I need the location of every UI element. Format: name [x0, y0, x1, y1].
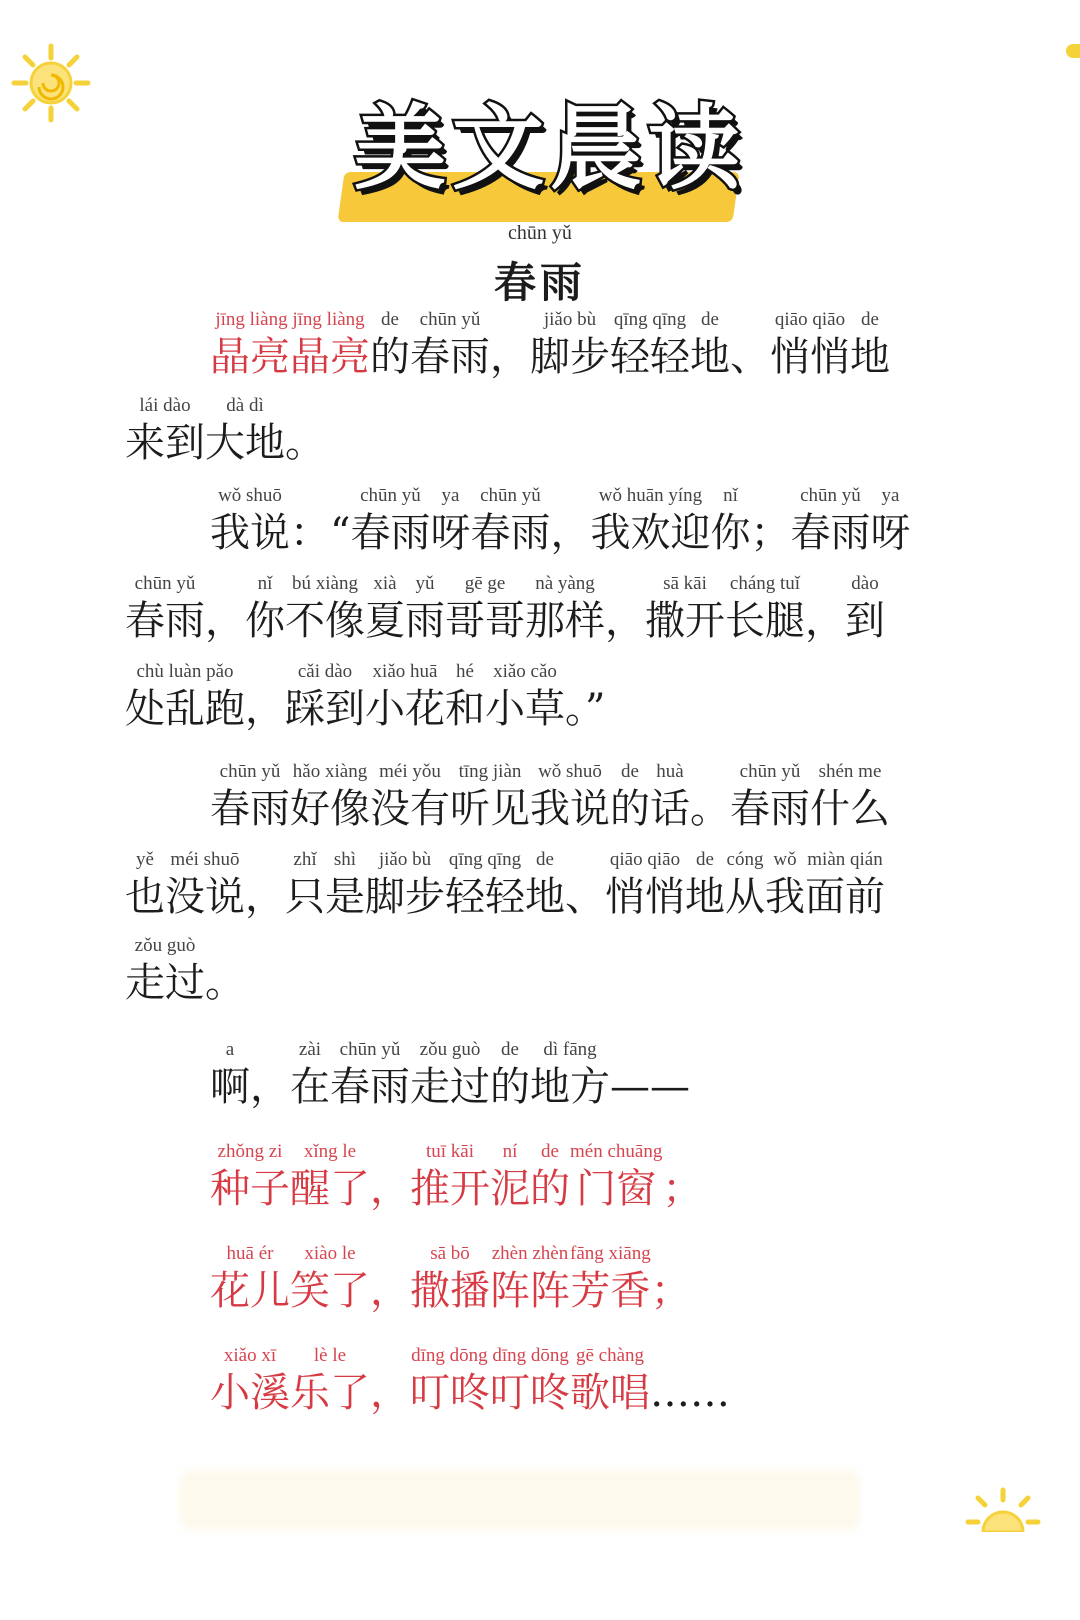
word-unit [210, 760, 290, 834]
poem-title-pinyin: chūn yǔ [508, 222, 572, 244]
punctuation: 、 [565, 874, 605, 920]
poem-line [125, 934, 245, 1008]
poem-line [125, 660, 605, 734]
hanzi-text: 走过 [410, 1064, 490, 1110]
hanzi-text: 春雨 [470, 510, 551, 556]
pinyin-annotation: chūn yǔ [480, 485, 541, 506]
hanzi-text: 雨 [405, 598, 445, 644]
pinyin-annotation: yǔ [415, 573, 435, 594]
hanzi-text: 春雨 [125, 598, 205, 644]
hanzi-text: 到 [845, 598, 885, 644]
punctuation: ， [490, 334, 530, 380]
pinyin-annotation: qiāo qiāo [609, 849, 681, 870]
pinyin-annotation: de [861, 309, 879, 330]
pinyin-annotation: wǒ shuō [218, 485, 282, 506]
hanzi-text: 啊 [210, 1064, 250, 1110]
hanzi-text: 笑了 [290, 1268, 370, 1314]
hanzi-text: 我欢迎 [590, 510, 711, 556]
hanzi-text: 你 [710, 510, 751, 556]
word-unit [805, 848, 885, 922]
word-unit [725, 572, 805, 646]
hanzi-text: 阵阵 [490, 1268, 570, 1314]
pinyin-annotation: xiǎo cǎo [493, 661, 557, 682]
poem-line [210, 1242, 691, 1316]
hanzi-text: 撒播 [410, 1268, 490, 1314]
pinyin-annotation: de [381, 309, 399, 330]
word-unit [790, 484, 870, 558]
poem-line [210, 308, 890, 382]
pinyin-annotation: wǒ huān yíng [598, 485, 703, 506]
punctuation: ， [370, 1166, 410, 1212]
hanzi-text: 的 [530, 1166, 570, 1212]
pinyin-annotation: chūn yǔ [739, 761, 801, 782]
poem-line [125, 848, 885, 922]
hanzi-text: 没说 [165, 874, 245, 920]
word-unit [210, 1242, 290, 1316]
hanzi-text: 花儿 [210, 1268, 290, 1314]
punctuation: ； [662, 1166, 703, 1212]
hanzi-text: 处乱跑 [125, 686, 245, 732]
punctuation: ， [605, 598, 645, 644]
hanzi-text: 芳香 [570, 1268, 651, 1314]
hanzi-text: 种子 [210, 1166, 290, 1212]
pinyin-annotation: hé [456, 661, 474, 682]
punctuation: ， [245, 874, 285, 920]
pinyin-annotation: de [621, 761, 639, 782]
pinyin-annotation: wǒ [773, 849, 797, 870]
hanzi-text: 小草 [485, 686, 565, 732]
word-unit [125, 848, 165, 922]
pinyin-annotation: chù luàn pǎo [136, 661, 234, 682]
poem-line [125, 572, 885, 646]
hanzi-text: 我 [765, 874, 805, 920]
pinyin-annotation: cháng tuǐ [729, 573, 801, 594]
word-unit [125, 394, 205, 468]
hanzi-text: 也 [125, 874, 165, 920]
hanzi-text: 我说 [210, 510, 290, 556]
pinyin-annotation: zài [298, 1039, 322, 1060]
hanzi-text: 撒开 [645, 598, 725, 644]
pinyin-annotation: shén me [818, 761, 882, 782]
pinyin-annotation: xià [373, 573, 397, 594]
pinyin-annotation: qīng qīng [613, 309, 687, 330]
punctuation: ； [750, 510, 791, 556]
pinyin-annotation: de [536, 849, 554, 870]
word-unit [610, 308, 690, 382]
pinyin-annotation: zhǒng zi [217, 1141, 283, 1162]
word-unit [210, 484, 290, 558]
word-unit [490, 1140, 530, 1214]
pinyin-annotation: shì [333, 849, 357, 870]
hanzi-text: 呀 [430, 510, 471, 556]
hanzi-text: 和 [445, 686, 485, 732]
word-unit [605, 848, 685, 922]
word-unit [410, 1038, 490, 1112]
word-unit [530, 1038, 610, 1112]
hanzi-text: 春雨 [410, 334, 490, 380]
pinyin-annotation: gē chàng [575, 1345, 645, 1366]
hanzi-text: 大地 [205, 420, 285, 466]
word-unit [165, 848, 245, 922]
word-unit [290, 1344, 370, 1418]
hanzi-text: 那样 [525, 598, 605, 644]
pinyin-annotation: jiǎo bù [543, 309, 597, 330]
word-unit [530, 1140, 570, 1214]
pinyin-annotation: fāng xiāng [570, 1243, 651, 1264]
pinyin-annotation: dīng dōng dīng dōng [411, 1345, 569, 1366]
punctuation: 。 [205, 960, 245, 1006]
poem-line [210, 760, 890, 834]
pinyin-annotation: de [701, 309, 719, 330]
pinyin-annotation: xǐng le [303, 1141, 357, 1162]
pinyin-annotation: mén chuāng [570, 1141, 663, 1162]
word-unit [430, 484, 470, 558]
pinyin-annotation: huā ér [226, 1243, 274, 1264]
punctuation: 。 [285, 420, 325, 466]
word-unit [650, 760, 690, 834]
word-unit [290, 1038, 330, 1112]
pinyin-annotation: de [501, 1039, 519, 1060]
hanzi-text: 乐了 [290, 1370, 370, 1416]
word-unit [445, 572, 525, 646]
word-unit [590, 484, 710, 558]
hanzi-text: 不像 [285, 598, 365, 644]
word-unit [210, 1038, 250, 1112]
hanzi-text: 哥哥 [445, 598, 525, 644]
pinyin-annotation: dà dì [226, 395, 264, 416]
pinyin-annotation: chūn yǔ [360, 485, 421, 506]
hanzi-text: 的 [610, 786, 650, 832]
pinyin-annotation: ya [881, 485, 900, 506]
pinyin-annotation: bú xiàng [292, 573, 358, 594]
word-unit [570, 1344, 650, 1418]
punctuation: ， [205, 598, 245, 644]
hanzi-text: 走过 [125, 960, 205, 1006]
word-unit [290, 1140, 370, 1214]
pinyin-annotation: nǐ [723, 485, 738, 506]
word-unit [725, 848, 765, 922]
hanzi-text: 的 [370, 334, 410, 380]
hanzi-text: 轻轻 [445, 874, 525, 920]
hanzi-text: 没有 [370, 786, 450, 832]
pinyin-annotation: chūn yǔ [134, 573, 196, 594]
word-unit [770, 308, 850, 382]
hanzi-text: 春雨 [350, 510, 431, 556]
pinyin-annotation: lè le [313, 1345, 347, 1366]
pinyin-annotation: chūn yǔ [800, 485, 861, 506]
word-unit [445, 848, 525, 922]
hanzi-text: 呀 [870, 510, 911, 556]
word-unit [530, 760, 610, 834]
hanzi-text: 门窗 [576, 1166, 657, 1212]
word-unit [370, 308, 410, 382]
hanzi-text: 来到 [125, 420, 205, 466]
word-unit [845, 572, 885, 646]
punctuation: ， [550, 510, 591, 556]
poem-line [125, 394, 325, 468]
pinyin-annotation: zhǐ [293, 849, 317, 870]
pinyin-annotation: gē ge [464, 573, 506, 594]
pinyin-annotation: xiào le [304, 1243, 356, 1264]
pinyin-annotation: cǎi dào [297, 661, 353, 682]
pinyin-annotation: sā bō [430, 1243, 470, 1264]
word-unit [410, 1242, 490, 1316]
poem-line [210, 1140, 702, 1214]
word-unit [325, 848, 365, 922]
poem-line [210, 1344, 730, 1418]
pinyin-annotation: tuī kāi [425, 1141, 475, 1162]
hanzi-text: 是 [325, 874, 365, 920]
punctuation: ， [245, 686, 285, 732]
pinyin-annotation: lái dào [139, 395, 191, 416]
word-unit [205, 394, 285, 468]
word-unit [850, 308, 890, 382]
word-unit [730, 760, 810, 834]
word-unit [525, 848, 565, 922]
poem-title: 春雨 [493, 258, 586, 307]
word-unit [245, 572, 285, 646]
punctuation: 。” [565, 686, 606, 732]
hanzi-text: 我说 [530, 786, 610, 832]
word-unit [810, 760, 890, 834]
hanzi-text: 醒了 [290, 1166, 370, 1212]
pinyin-annotation: chūn yǔ [339, 1039, 401, 1060]
word-unit [570, 1140, 662, 1214]
word-unit [530, 308, 610, 382]
word-unit [490, 1038, 530, 1112]
sun-icon-bottom-right [960, 1486, 1046, 1532]
hanzi-text: 小花 [365, 686, 445, 732]
word-unit [365, 848, 445, 922]
pinyin-annotation: xiǎo huā [372, 661, 438, 682]
pinyin-annotation: nà yàng [535, 573, 595, 594]
punctuation: ， [370, 1370, 410, 1416]
word-unit [410, 308, 490, 382]
hanzi-text: 地 [685, 874, 725, 920]
word-unit [210, 308, 370, 382]
pinyin-annotation: ya [441, 485, 460, 506]
word-unit [210, 1140, 290, 1214]
punctuation: ， [370, 1268, 410, 1314]
hanzi-text: 春雨 [210, 786, 290, 832]
word-unit [125, 660, 245, 734]
pinyin-annotation: xiǎo xī [223, 1345, 277, 1366]
hanzi-text: 夏 [365, 598, 405, 644]
word-unit [285, 572, 365, 646]
punctuation: ：“ [290, 510, 351, 556]
word-unit [350, 484, 430, 558]
pinyin-annotation: yě [136, 849, 154, 870]
pinyin-annotation: sā kāi [663, 573, 707, 594]
pinyin-annotation: a [225, 1039, 235, 1060]
hanzi-text: 地方 [530, 1064, 610, 1110]
pinyin-annotation: chūn yǔ [419, 309, 481, 330]
hanzi-text: 脚步 [365, 874, 445, 920]
hanzi-text: 地 [525, 874, 565, 920]
hanzi-text: 踩到 [285, 686, 365, 732]
footer-glow [180, 1470, 860, 1530]
pinyin-annotation: qīng qīng [448, 849, 522, 870]
word-unit [690, 308, 730, 382]
hanzi-text: 春雨 [730, 786, 810, 832]
word-unit [125, 572, 205, 646]
pinyin-annotation: zhèn zhèn [491, 1243, 569, 1264]
hanzi-text: 地 [850, 334, 890, 380]
pinyin-annotation: hǎo xiàng [292, 761, 368, 782]
word-unit [485, 660, 565, 734]
pinyin-annotation: nǐ [257, 573, 273, 594]
hanzi-text: 地 [690, 334, 730, 380]
pinyin-annotation: cóng [726, 849, 764, 870]
word-unit [570, 1242, 651, 1316]
hanzi-text: 只 [285, 874, 325, 920]
word-unit [445, 660, 485, 734]
pinyin-annotation: wǒ shuō [538, 761, 602, 782]
pinyin-annotation: jiǎo bù [378, 849, 432, 870]
punctuation: ， [250, 1064, 290, 1110]
pinyin-annotation: zǒu guò [134, 935, 196, 956]
word-unit [370, 760, 450, 834]
poem-line [210, 1038, 690, 1112]
punctuation: —— [610, 1064, 690, 1110]
punctuation: …… [650, 1370, 730, 1416]
hanzi-text: 小溪 [210, 1370, 290, 1416]
pinyin-annotation: tīng jiàn [458, 761, 522, 782]
word-unit [470, 484, 550, 558]
hanzi-text: 悄悄 [770, 334, 850, 380]
word-unit [710, 484, 750, 558]
hanzi-text: 的 [490, 1064, 530, 1110]
pinyin-annotation: qiāo qiāo [774, 309, 846, 330]
hanzi-text: 好像 [290, 786, 370, 832]
pinyin-annotation: de [541, 1141, 559, 1162]
hanzi-text: 长腿 [725, 598, 805, 644]
word-unit [525, 572, 605, 646]
word-unit [685, 848, 725, 922]
hanzi-text: 晶亮晶亮 [210, 334, 370, 380]
word-unit [330, 1038, 410, 1112]
word-unit [645, 572, 725, 646]
punctuation: ； [650, 1268, 691, 1314]
word-unit [410, 1140, 490, 1214]
word-unit [610, 760, 650, 834]
hanzi-text: 你 [245, 598, 285, 644]
hanzi-text: 悄悄 [605, 874, 685, 920]
word-unit [765, 848, 805, 922]
poem-line [210, 484, 910, 558]
hanzi-text: 听见 [450, 786, 530, 832]
hanzi-text: 面前 [805, 874, 885, 920]
hanzi-text: 脚步 [530, 334, 610, 380]
pinyin-annotation: huà [656, 761, 684, 782]
word-unit [125, 934, 205, 1008]
hanzi-text: 推开 [410, 1166, 490, 1212]
word-unit [450, 760, 530, 834]
hanzi-text: 泥 [490, 1166, 530, 1212]
word-unit [410, 1344, 570, 1418]
pinyin-annotation: jīng liàng jīng liàng [215, 309, 365, 330]
pinyin-annotation: dì fāng [543, 1039, 597, 1060]
punctuation: 、 [730, 334, 770, 380]
pinyin-annotation: chūn yǔ [219, 761, 281, 782]
word-unit [365, 572, 405, 646]
pinyin-annotation: miàn qián [807, 849, 883, 870]
word-unit [285, 848, 325, 922]
hanzi-text: 春雨 [330, 1064, 410, 1110]
hanzi-text: 从 [725, 874, 765, 920]
word-unit [870, 484, 910, 558]
word-unit [365, 660, 445, 734]
pinyin-annotation: zǒu guò [419, 1039, 481, 1060]
word-unit [290, 1242, 370, 1316]
hanzi-text: 轻轻 [610, 334, 690, 380]
hanzi-text: 叮咚叮咚 [410, 1370, 570, 1416]
hanzi-text: 在 [290, 1064, 330, 1110]
word-unit [290, 760, 370, 834]
sun-fragment-top-right [1066, 44, 1080, 58]
hanzi-text: 话 [650, 786, 690, 832]
pinyin-annotation: méi yǒu [379, 761, 441, 782]
word-unit [210, 1344, 290, 1418]
punctuation: 。 [690, 786, 730, 832]
word-unit [490, 1242, 570, 1316]
hanzi-text: 春雨 [790, 510, 871, 556]
pinyin-annotation: méi shuō [170, 849, 240, 870]
word-unit [285, 660, 365, 734]
pinyin-annotation: dào [851, 573, 879, 594]
punctuation: ， [805, 598, 845, 644]
sun-icon-top-left [8, 40, 94, 126]
hanzi-text: 什么 [810, 786, 890, 832]
page-title: 美文晨读 [353, 95, 746, 202]
pinyin-annotation: ní [502, 1141, 518, 1162]
pinyin-annotation: de [696, 849, 714, 870]
word-unit [405, 572, 445, 646]
hanzi-text: 歌唱 [570, 1370, 650, 1416]
